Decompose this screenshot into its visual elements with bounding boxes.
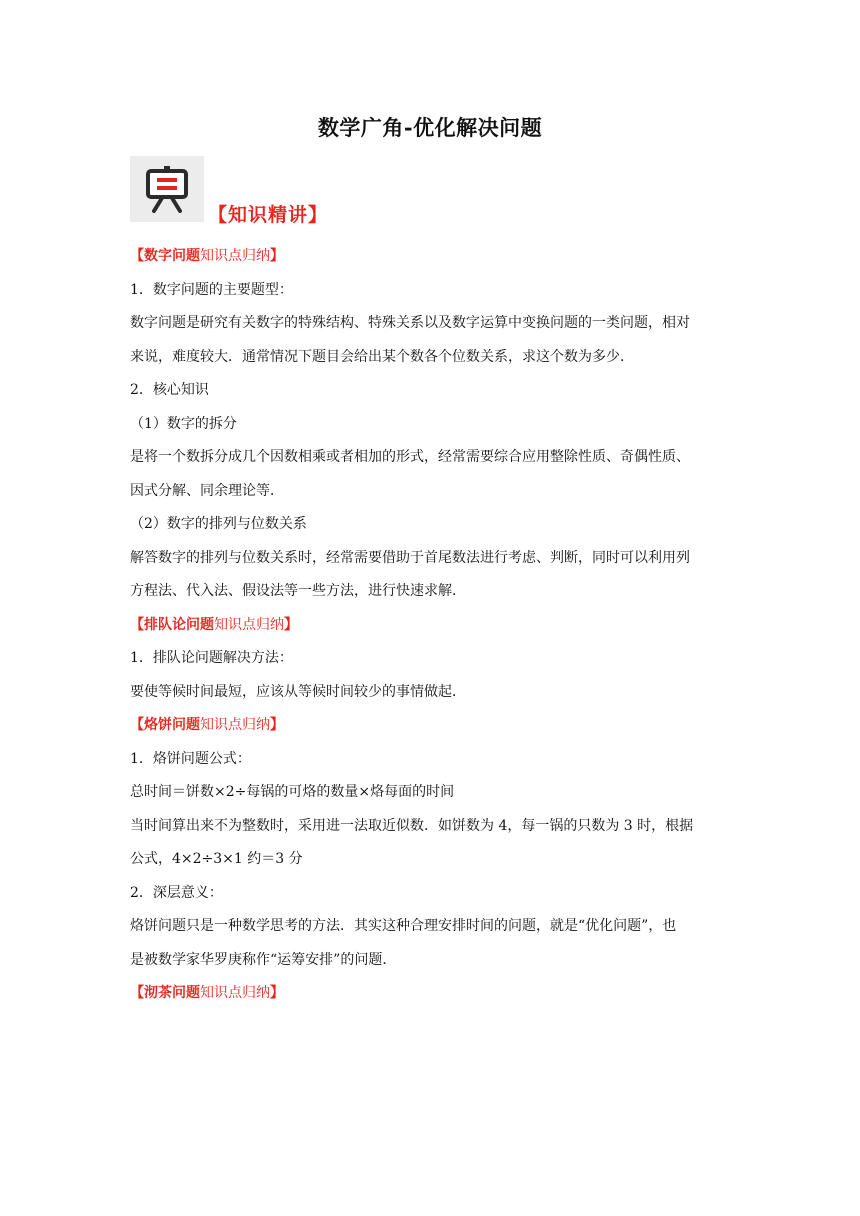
paragraph-line: 1．数字问题的主要题型： — [130, 281, 293, 298]
heading-bold-text: 排队论问题 — [144, 616, 214, 633]
paragraph-line: 公式，4×2÷3×1 约＝3 分 — [130, 851, 303, 867]
heading-normal-text: 知识点归纳 — [200, 248, 270, 264]
section-heading-tea-problems — [130, 977, 730, 1011]
paragraph-line: 1．烙饼问题公式： — [130, 750, 251, 767]
paragraph-line: （2）数字的排列与位数关系 — [130, 516, 307, 532]
paragraph-line: 方程法、代入法、假设法等一些方法，进行快速求解． — [130, 583, 466, 599]
heading-normal-text: 知识点归纳 — [200, 985, 270, 1001]
heading-bracket-close: 】 — [270, 248, 284, 264]
paragraph-line: 总时间＝饼数×2÷每锅的可烙的数量×烙每面的时间 — [130, 784, 455, 800]
banner-icon-box — [130, 156, 204, 222]
heading-bracket-close: 】 — [270, 717, 284, 733]
heading-normal-text: 知识点归纳 — [200, 717, 270, 733]
banner-label: 【知识精讲】 — [208, 204, 329, 226]
paragraph-line: 是将一个数拆分成几个因数相乘或者相加的形式，经常需要综合应用整除性质、奇偶性质、 — [130, 449, 690, 465]
section-heading-digit-problems — [130, 240, 730, 274]
knowledge-banner — [130, 156, 360, 230]
heading-bracket-open: 【 — [130, 248, 144, 264]
paragraph-line: 要使等候时间最短，应该从等候时间较少的事情做起． — [130, 683, 466, 700]
paragraph-line: 烙饼问题只是一种数学思考的方法．其实这种合理安排时间的问题，就是“优化问题”，也 — [130, 918, 677, 934]
paragraph-line: 是被数学家华罗庚称作“运筹安排”的问题． — [130, 951, 397, 968]
heading-bracket-open: 【 — [130, 717, 144, 733]
section-heading-queue-problems — [130, 609, 730, 643]
paragraph-line: 数字问题是研究有关数字的特殊结构、特殊关系以及数字运算中变换问题的一类问题，相对 — [130, 315, 690, 331]
page-title: 数学广角-优化解决问题 — [317, 115, 543, 140]
heading-bracket-close: 】 — [284, 616, 298, 633]
paragraph-line: （1）数字的拆分 — [130, 415, 237, 432]
heading-bracket-open: 【 — [130, 985, 144, 1001]
document-body — [130, 240, 730, 1011]
heading-bold-text: 烙饼问题 — [144, 717, 200, 733]
paragraph-line: 2．核心知识 — [130, 382, 209, 398]
paragraph-line: 解答数字的排列与位数关系时，经常需要借助于首尾数法进行考虑、判断，同时可以利用列 — [130, 549, 690, 566]
heading-normal-text: 知识点归纳 — [214, 616, 284, 633]
paragraph-line: 2．深层意义： — [130, 884, 223, 901]
presentation-board-icon — [140, 164, 194, 214]
heading-bracket-open: 【 — [130, 616, 144, 633]
paragraph-line: 1．排队论问题解决方法： — [130, 650, 293, 666]
section-heading-pancake-problems — [130, 709, 730, 743]
heading-bracket-close: 】 — [270, 985, 284, 1001]
heading-bold-text: 数字问题 — [144, 248, 200, 264]
paragraph-line: 因式分解、同余理论等． — [130, 482, 284, 499]
paragraph-line: 来说，难度较大．通常情况下题目会给出某个数各个位数关系，求这个数为多少． — [130, 348, 634, 365]
paragraph-line: 当时间算出来不为整数时，采用进一法取近似数．如饼数为 4，每一锅的只数为 3 时，根据 — [130, 817, 694, 834]
heading-bold-text: 沏茶问题 — [144, 985, 200, 1001]
